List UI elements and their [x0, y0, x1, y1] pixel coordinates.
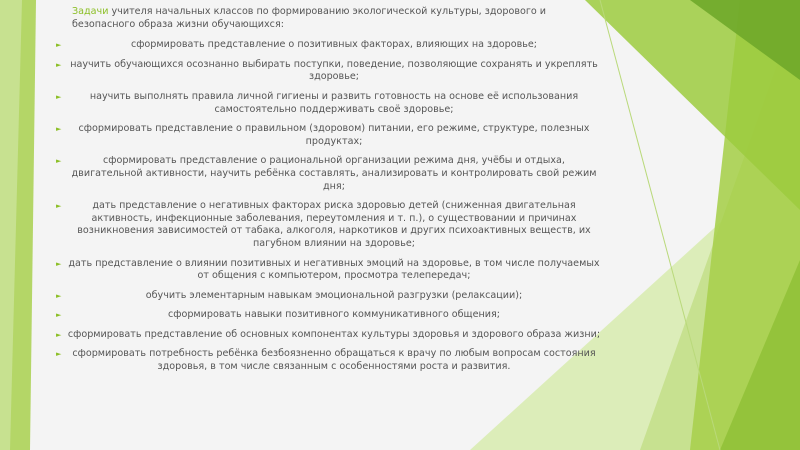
list-item — [50, 123, 606, 148]
list-item-text: сформировать представление о позитивных факторах, влияющих на здоровье; — [130, 39, 538, 51]
list-item-text: сформировать потребность ребёнка безбоязненно обращаться к врачу по любым вопросам состояния здоровья, в том числе связанным с особенностями роста и развития. — [72, 348, 596, 373]
bullet-arrow-icon: ► — [56, 330, 62, 339]
bullet-arrow-icon: ► — [56, 259, 62, 268]
list-item — [50, 258, 606, 283]
heading-accent: Задачи — [72, 6, 109, 17]
list-item-text: дать представление о влиянии позитивных и негативных эмоций на здоровье, в том числе получаемых от общения с компьютером, просмотра телепередач; — [68, 257, 600, 282]
slide-content — [50, 6, 606, 381]
bullet-arrow-icon: ► — [56, 202, 62, 211]
list-item — [50, 59, 606, 84]
list-item-text: сформировать представление об основных компонентах культуры здоровья и здорового образа жизни; — [67, 328, 601, 340]
slide-heading — [72, 6, 592, 31]
bullet-arrow-icon: ► — [56, 125, 62, 134]
list-item — [50, 155, 606, 193]
bullet-arrow-icon: ► — [56, 291, 62, 300]
bullet-arrow-icon: ► — [56, 92, 62, 101]
list-item — [50, 91, 606, 116]
bullet-arrow-icon: ► — [56, 311, 62, 320]
list-item-text: сформировать представление о правильном (здоровом) питании, его режиме, структуре, полезных продуктах; — [78, 123, 590, 147]
list-item — [50, 39, 606, 52]
list-item — [50, 348, 606, 373]
list-item-text: научить обучающихся осознанно выбирать поступки, поведение, позволяющие сохранять и укреплять здоровье; — [70, 58, 598, 83]
list-item-text: сформировать навыки позитивного коммуникативного общения; — [167, 309, 501, 321]
list-item-text: обучить элементарным навыкам эмоциональной разгрузки (релаксации); — [145, 289, 523, 301]
heading-text: учителя начальных классов по формированию экологической культуры, здорового и безопасного образа жизни обучающихся: — [72, 6, 547, 30]
list-item — [50, 309, 606, 322]
list-item — [50, 290, 606, 303]
list-item-text: сформировать представление о рациональной организации режима дня, учёбы и отдыха, двигательной активности, научить ребёнка составлять, анализировать и контролировать свой режим дня; — [71, 155, 597, 192]
list-item-text: дать представление о негативных факторах риска здоровью детей (сниженная двигательная активность, инфекционные заболевания, переутомления и т. п.), о существовании и причинах возникновения зависимостей от табака, алкоголя, наркотиков и других психоактивных веществ, их пагубном влиянии на здоровье; — [77, 200, 591, 249]
list-item — [50, 200, 606, 250]
bullet-arrow-icon: ► — [56, 60, 62, 69]
bullet-arrow-icon: ► — [56, 350, 62, 359]
bullet-arrow-icon: ► — [56, 41, 62, 50]
task-list — [50, 39, 606, 373]
list-item-text: научить выполнять правила личной гигиены и развить готовность на основе её использования самостоятельно поддерживать своё здоровье; — [89, 90, 579, 115]
bullet-arrow-icon: ► — [56, 157, 62, 166]
list-item — [50, 329, 606, 342]
